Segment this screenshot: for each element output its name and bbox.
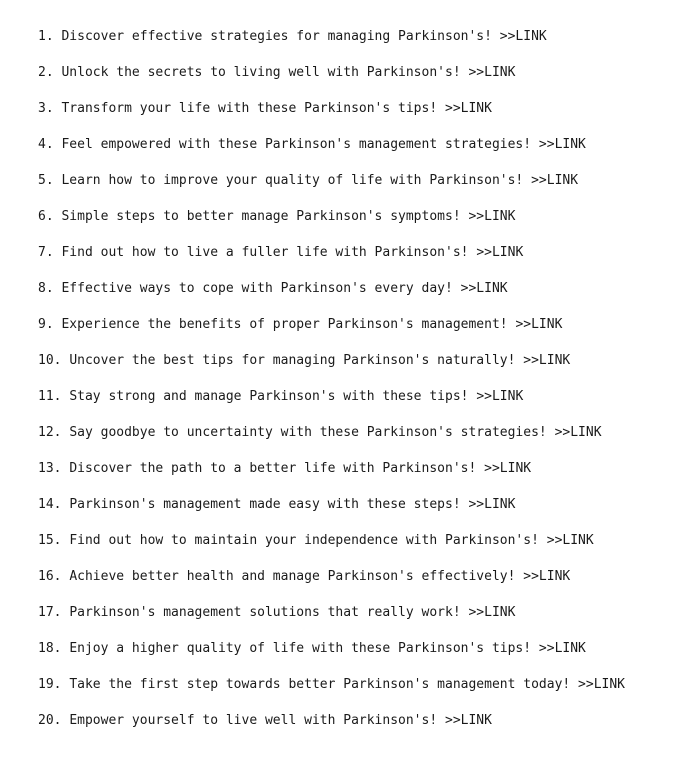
item-number: 6. [38, 209, 54, 224]
list-item [38, 28, 625, 64]
item-number: 4. [38, 137, 54, 152]
item-text: Unlock the secrets to living well with Parkinson's! [61, 65, 461, 80]
item-number: 8. [38, 281, 54, 296]
list-item [38, 676, 625, 712]
list-item [38, 640, 625, 676]
item-number: 20. [38, 713, 62, 728]
item-text: Discover effective strategies for managing Parkinson's! [61, 29, 492, 44]
item-text: Enjoy a higher quality of life with these Parkinson's tips! [69, 641, 532, 656]
item-link[interactable]: >>LINK [445, 101, 492, 116]
list-item [38, 280, 625, 316]
item-number: 7. [38, 245, 54, 260]
item-link[interactable]: >>LINK [468, 65, 516, 80]
item-number: 11. [38, 389, 62, 404]
item-link[interactable]: >>LINK [460, 281, 508, 296]
item-link[interactable]: >>LINK [468, 605, 516, 620]
item-number: 19. [38, 677, 62, 692]
item-text: Learn how to improve your quality of life with Parkinson's! [61, 173, 524, 188]
item-text: Experience the benefits of proper Parkinson's management! [61, 317, 508, 332]
item-text: Find out how to maintain your independence with Parkinson's! [69, 533, 539, 548]
item-text: Uncover the best tips for managing Parkinson's naturally! [69, 353, 516, 368]
list-item [38, 532, 625, 568]
list-item [38, 568, 625, 604]
item-link[interactable]: >>LINK [531, 173, 579, 188]
list-item [38, 64, 625, 100]
item-number: 1. [38, 29, 54, 44]
item-link[interactable]: >>LINK [546, 533, 594, 548]
item-number: 15. [38, 533, 62, 548]
item-text: Take the first step towards better Parkinson's management today! [69, 677, 571, 692]
item-link[interactable]: >>LINK [468, 497, 516, 512]
list-item [38, 424, 625, 460]
list-item [38, 208, 625, 244]
item-link[interactable]: >>LINK [523, 569, 571, 584]
item-text: Parkinson's management solutions that really work! [69, 605, 461, 620]
item-link[interactable]: >>LINK [554, 425, 602, 440]
item-text: Achieve better health and manage Parkinson's effectively! [69, 569, 516, 584]
item-link[interactable]: >>LINK [499, 29, 547, 44]
item-text: Discover the path to a better life with Parkinson's! [69, 461, 477, 476]
list-item [38, 352, 625, 388]
item-number: 10. [38, 353, 62, 368]
item-number: 14. [38, 497, 62, 512]
item-link[interactable]: >>LINK [476, 389, 524, 404]
item-link[interactable]: >>LINK [484, 461, 532, 476]
list-item [38, 460, 625, 496]
list-item [38, 604, 625, 640]
item-number: 13. [38, 461, 62, 476]
item-text: Feel empowered with these Parkinson's management strategies! [61, 137, 532, 152]
item-text: Simple steps to better manage Parkinson's symptoms! [61, 209, 461, 224]
item-text: Say goodbye to uncertainty with these Parkinson's strategies! [69, 425, 547, 440]
item-number: 2. [38, 65, 54, 80]
item-text: Parkinson's management made easy with these steps! [69, 497, 461, 512]
item-link[interactable]: >>LINK [515, 317, 563, 332]
item-text: Effective ways to cope with Parkinson's every day! [61, 281, 453, 296]
item-link[interactable]: >>LINK [468, 209, 516, 224]
item-text: Find out how to live a fuller life with Parkinson's! [61, 245, 469, 260]
item-text: Transform your life with these Parkinson's tips! [61, 101, 438, 116]
item-number: 17. [38, 605, 62, 620]
item-number: 12. [38, 425, 62, 440]
list-item [38, 244, 625, 280]
item-link[interactable]: >>LINK [445, 713, 492, 728]
item-number: 18. [38, 641, 62, 656]
item-number: 16. [38, 569, 62, 584]
item-text: Empower yourself to live well with Parkinson's! [69, 713, 438, 728]
list-item [38, 100, 625, 136]
item-number: 5. [38, 173, 54, 188]
item-link[interactable]: >>LINK [578, 677, 626, 692]
item-link[interactable]: >>LINK [476, 245, 524, 260]
headline-list [38, 28, 625, 748]
list-item [38, 712, 625, 748]
item-link[interactable]: >>LINK [523, 353, 571, 368]
item-number: 9. [38, 317, 54, 332]
list-item [38, 388, 625, 424]
item-link[interactable]: >>LINK [538, 641, 586, 656]
list-item [38, 136, 625, 172]
list-item [38, 496, 625, 532]
list-item [38, 172, 625, 208]
list-item [38, 316, 625, 352]
item-number: 3. [38, 101, 54, 116]
item-text: Stay strong and manage Parkinson's with these tips! [69, 389, 469, 404]
item-link[interactable]: >>LINK [538, 137, 586, 152]
